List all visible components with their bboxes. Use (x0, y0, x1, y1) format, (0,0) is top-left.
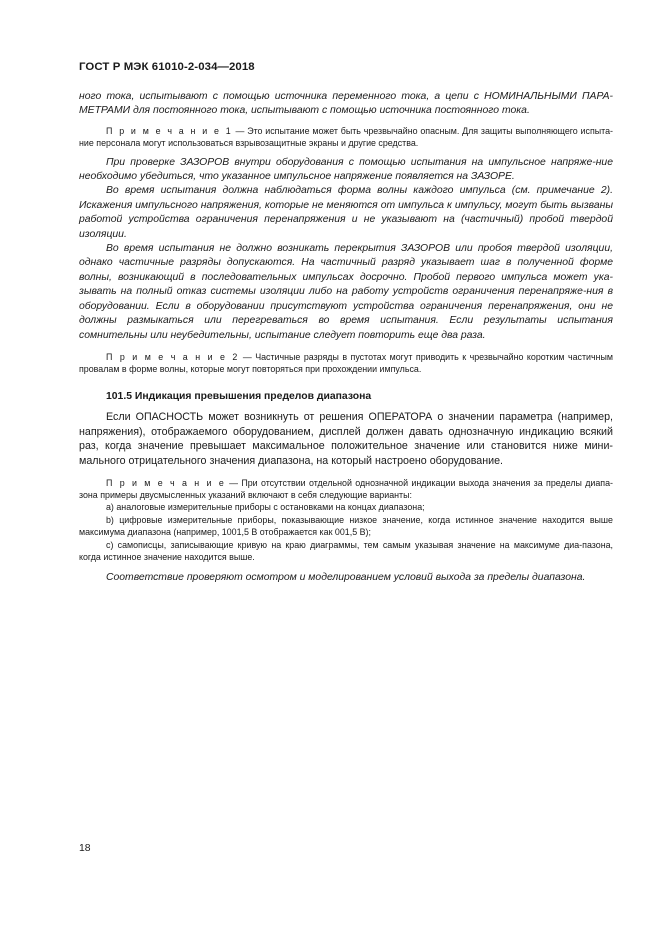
paragraph-breakdown: Во время испытания не должно возникать перекрытия ЗАЗОРОВ или пробоя твердой изоляции, однако частичные разряды допускаются. На частичный разряд указывает шаг в полученной форме волны, возникающий в последовательных импульсах досрочно. Пробой первого импульса может ука-зывать на полный отказ системы изоляции либо на работу устройств ограничения перенапряже-ния в оборудовании. Если в оборудовании присутствуют устройства ограничения перенапряжения, они не должны размыкаться или перегреваться во время испытания. Если результаты испытания сомнительны или неубедительны, испытание следует повторить еще два раза. (79, 243, 613, 341)
paragraph-hazard: Если ОПАСНОСТЬ может возникнуть от решения ОПЕРАТОРА о значении параметра (например, напряжения), отображаемого оборудованием, дисплей должен давать однозначную индикацию всякий раз, когда значение превышает максимальное положительное значение или становится ниже мини-мального отрицательного значения диапазона, на который настроено оборудование. (79, 411, 613, 467)
note-2 (79, 351, 613, 376)
paragraph-waveform: Во время испытания должна наблюдаться форма волны каждого импульса (см. примечание 2). Искажения импульсного напряжения, которые не меняются от импульса к импульсу, могут быть вызваны работой устройства ограничения перенапряжения и не указывают на (частичный) пробой твердой изоляции. (79, 185, 613, 240)
paragraph-continuation: ного тока, испытывают с помощью источника переменного тока, а цепи с НОМИНАЛЬНЫМИ ПАРА-МЕТРАМИ для постоянного тока, испытывают с помощью источника постоянного тока. (79, 91, 613, 117)
note-3-label: П р и м е ч а н и е (106, 477, 226, 488)
note-2-label: П р и м е ч а н и е 2 (106, 351, 240, 362)
page-content (79, 90, 613, 586)
note-1 (79, 125, 613, 150)
section-heading: 101.5 Индикация превышения пределов диапазона (106, 390, 372, 402)
page-number: 18 (79, 843, 91, 854)
list-item-b: b) цифровые измерительные приборы, показывающие низкое значение, когда истинное значение находится выше максимума диапазона (например, 1001,5 В отображается как 001,5 В); (79, 514, 613, 538)
note-2-text: — Частичные разряды в пустотах могут приводить к чрезвычайно коротким частичным провалам в форме волны, которые могут повторяться при прохождении импульса. (79, 351, 614, 375)
note-1-text: — Это испытание может быть чрезвычайно опасным. Для защиты выполняющего испыта-ние персонала могут использоваться взрывозащитные экраны и другие средства. (79, 125, 613, 149)
paragraph-compliance: Соответствие проверяют осмотром и моделированием условий выхода за пределы диапазона. (106, 572, 586, 584)
note-3 (79, 477, 613, 502)
document-header: ГОСТ Р МЭК 61010-2-034—2018 (79, 61, 255, 73)
list-item-a: a) аналоговые измерительные приборы с остановками на концах диапазона; (106, 502, 425, 513)
note-1-label: П р и м е ч а н и е 1 (106, 125, 233, 136)
paragraph-gaps-check: При проверке ЗАЗОРОВ внутри оборудования с помощью испытания на импульсное напряже-ние необходимо убедиться, что указанное импульсное напряжение появляется на ЗАЗОРЕ. (79, 156, 613, 183)
list-item-c: c) самописцы, записывающие кривую на краю диаграммы, тем самым указывая значение на максимуме диа-пазона, когда истинное значение находится выше. (79, 539, 613, 562)
note-3-text: — При отсутствии отдельной однозначной индикации выхода значения за пределы диапа-зона примеры двусмысленных указаний включают в себя следующие варианты: (79, 477, 613, 500)
